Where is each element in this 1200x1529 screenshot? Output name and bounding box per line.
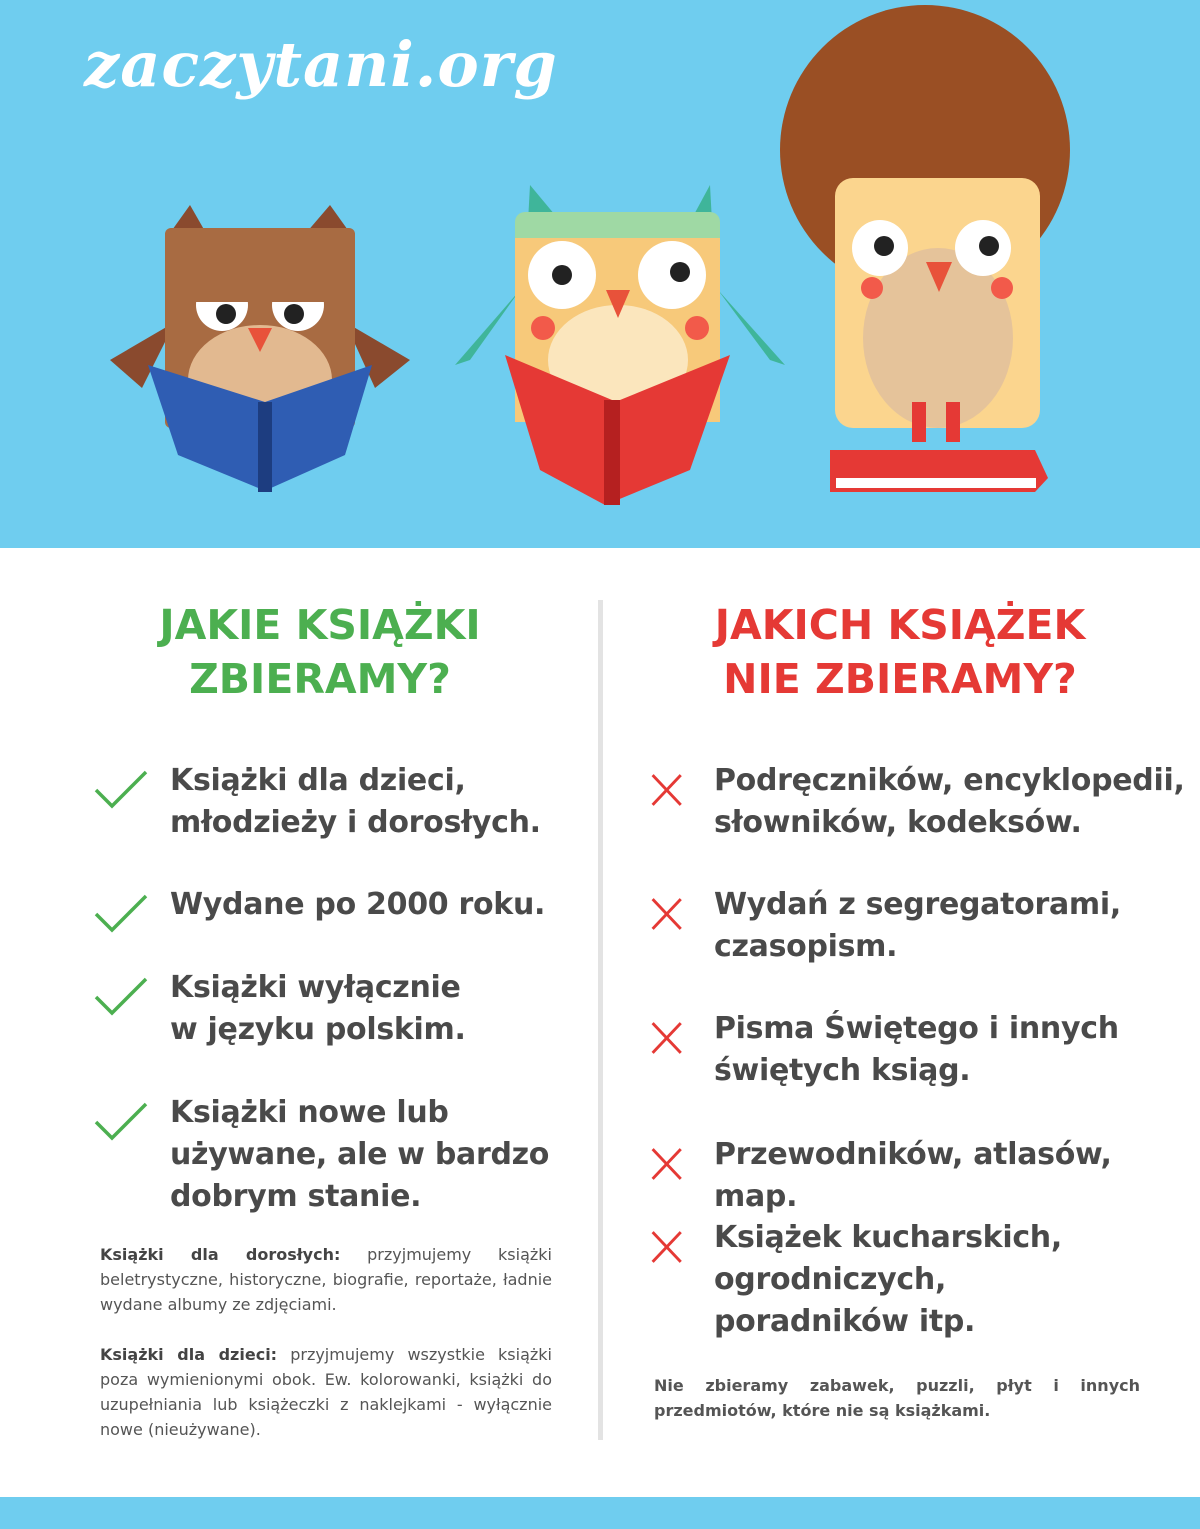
column-divider <box>598 600 603 1440</box>
accepted-item <box>92 967 466 1051</box>
accepted-item <box>92 884 545 938</box>
check-icon <box>92 890 150 938</box>
big-owl <box>780 5 1070 492</box>
note-text: przyjmujemy książki beletrystyczne, historyczne, biografie, reportaże, ładnie wydane albumy ze zdjęciami. <box>100 1245 552 1314</box>
owls-illustration <box>0 0 1200 548</box>
accepted-item-text: Książki nowe lub używane, ale w bardzo dobrym stanie. <box>170 1095 550 1214</box>
accepted-item-text: Książki dla dzieci, młodzieży i dorosłych. <box>170 763 541 840</box>
note-text: przyjmujemy wszystkie książki poza wymienionymi obok. Ew. kolorowanki, książki do uzupełniania lub książeczki z naklejkami - wyłącznie nowe (nieużywane). <box>100 1345 552 1439</box>
footer-bar <box>0 1497 1200 1529</box>
cross-icon <box>646 1014 694 1062</box>
rejected-item <box>646 1008 1119 1092</box>
brown-owl <box>110 205 410 492</box>
rejected-item-text: Przewodników, atlasów, map. <box>714 1137 1112 1214</box>
rejected-item-text: Pisma Świętego i innych świętych ksiąg. <box>714 1011 1119 1088</box>
accepted-item-text: Wydane po 2000 roku. <box>170 887 546 922</box>
cross-icon <box>646 1140 694 1188</box>
rejected-item <box>646 884 1121 968</box>
rejected-item-text: Podręczników, encyklopedii, słowników, kodeksów. <box>714 763 1185 840</box>
accepted-item <box>92 1092 549 1218</box>
note-label: Książki dla dzieci: <box>100 1345 278 1364</box>
check-icon <box>92 1098 150 1146</box>
rejected-item <box>646 1134 1200 1218</box>
cross-icon <box>646 766 694 814</box>
adult-books-note <box>100 1242 552 1317</box>
site-logo: zaczytani.org <box>84 28 558 101</box>
note-label: Książki dla dorosłych: <box>100 1245 341 1264</box>
cross-icon <box>646 890 694 938</box>
rejected-item <box>646 760 1185 844</box>
accepted-item-text: Książki wyłącznie w języku polskim. <box>170 970 466 1047</box>
rejected-item-text: Książek kucharskich, ogrodniczych, poradników itp. <box>714 1220 1062 1339</box>
rejected-title: JAKICH KSIĄŻEK NIE ZBIERAMY? <box>714 601 1086 703</box>
accepted-title: JAKIE KSIĄŻKI ZBIERAMY? <box>159 601 481 703</box>
rejected-item-text: Wydań z segregatorami, czasopism. <box>714 887 1121 964</box>
rejected-item <box>646 1217 1062 1343</box>
children-books-note <box>100 1342 552 1442</box>
accepted-item <box>92 760 541 844</box>
cross-icon <box>646 1223 694 1271</box>
check-icon <box>92 973 150 1021</box>
other-items-note: Nie zbieramy zabawek, puzzli, płyt i innych przedmiotów, które nie są książkami. <box>654 1376 1140 1420</box>
green-owl <box>455 185 785 505</box>
check-icon <box>92 766 150 814</box>
